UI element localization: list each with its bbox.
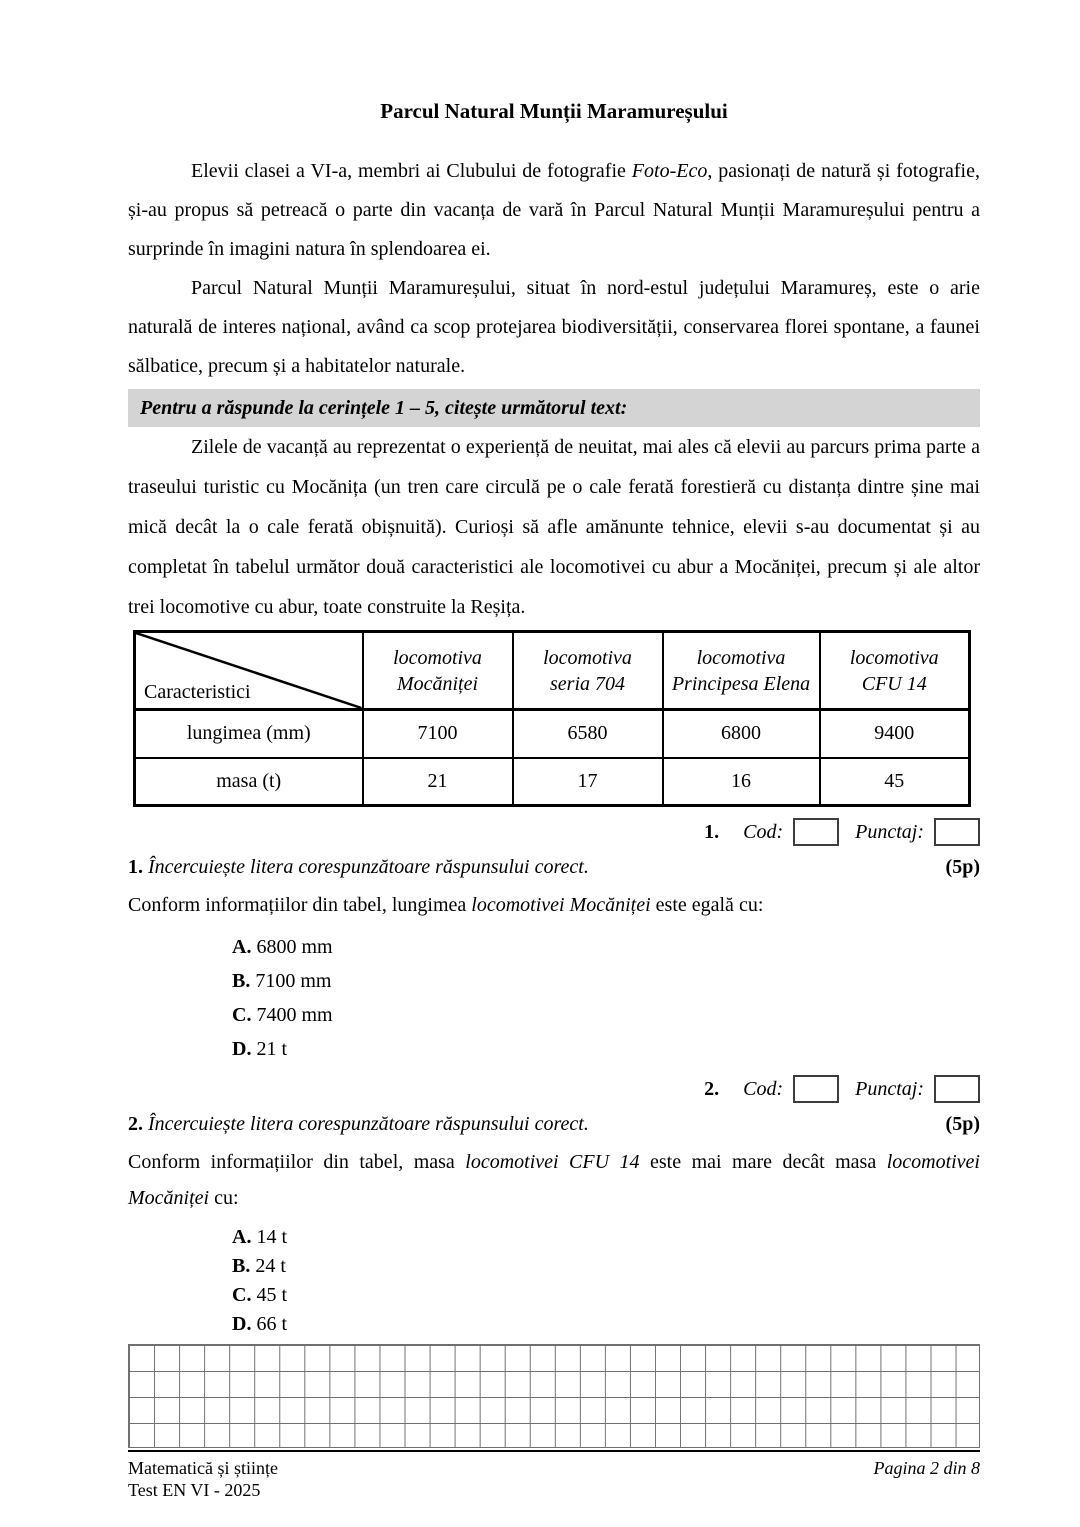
footer-test-name: Test EN VI - 2025 — [128, 1480, 261, 1500]
intro-paragraph-2: Parcul Natural Munții Maramureșului, situat în nord-estul județului Maramureș, este o arie naturală de interes național, având ca scop protejarea biodiversității, conservarea florei spontane, a faunei sălbatice, precum și a habitatelor naturale. — [128, 277, 980, 377]
question-1-options — [128, 930, 980, 1066]
cell-value: 9400 — [820, 710, 970, 758]
column-header-principesa-elena: locomotiva Principesa Elena — [663, 632, 820, 710]
question-1-header — [128, 854, 980, 881]
question-2-stem: Conform informațiilor din tabel, masa locomotivei CFU 14 este mai mare decât masa locomotivei Mocăniței cu: — [128, 1151, 980, 1209]
question-1-points: (5p) — [945, 856, 980, 878]
punctaj-label: Punctaj: — [855, 820, 924, 843]
question-2-prompt: Încercuiește litera corespunzătoare răspunsului corect. — [148, 1113, 589, 1135]
instruction-banner: Pentru a răspunde la cerințele 1 – 5, citește următorul text: — [128, 389, 980, 427]
option-row-b: B. 7100 mm — [232, 970, 332, 992]
option-row-b: B. 24 t — [232, 1255, 286, 1277]
question-1-number: 1. — [128, 856, 143, 878]
option-text: 24 t — [255, 1255, 286, 1277]
page-title: Parcul Natural Munții Maramureșului — [380, 99, 728, 123]
question-1-prompt: Încercuiește litera corespunzătoare răspunsului corect. — [148, 856, 589, 878]
score-question-number: 1. — [704, 820, 720, 843]
column-header-mocanita: locomotiva Mocăniței — [363, 632, 513, 710]
option-text: 66 t — [256, 1313, 288, 1335]
option-text: 7100 mm — [255, 970, 332, 992]
punctaj-box — [934, 1075, 980, 1103]
option-text: 6800 mm — [256, 936, 333, 958]
option-row-c: C. 45 t — [232, 1284, 288, 1306]
option-row-c: C. 7400 mm — [232, 1004, 333, 1026]
cell-value: 16 — [663, 758, 820, 806]
footer-subject-block — [128, 1457, 278, 1501]
cod-box — [793, 1075, 839, 1103]
score-question-number: 2. — [704, 1077, 720, 1100]
row-label-masa: masa (t) — [135, 758, 363, 806]
option-text: 21 t — [256, 1038, 288, 1060]
punctaj-box — [934, 818, 980, 846]
question-2-options — [128, 1223, 980, 1339]
table-row-lungimea — [135, 710, 970, 758]
score-row-2 — [128, 1074, 980, 1104]
cod-label: Cod: — [743, 1077, 784, 1100]
cell-value: 17 — [513, 758, 663, 806]
column-header-cfu-14: locomotiva CFU 14 — [820, 632, 970, 710]
page-footer — [128, 1452, 980, 1501]
cell-value: 45 — [820, 758, 970, 806]
punctaj-label: Punctaj: — [855, 1077, 924, 1100]
option-text: 45 t — [256, 1284, 288, 1306]
question-1-stem: Conform informațiilor din tabel, lungimea locomotivei Mocăniței este egală cu: — [128, 894, 764, 916]
table-row-masa — [135, 758, 970, 806]
characteristics-table — [133, 630, 971, 807]
answer-grid — [128, 1344, 980, 1448]
reading-text: Zilele de vacanță au reprezentat o experiență de neuitat, mai ales că elevii au parcurs prima parte a traseului turistic cu Mocănița (un tren care circulă pe o cale ferată forestieră cu distanța dintre șine mai mică decât la o cale ferată obișnuită). Curioși să afle amănunte tehnice, elevii s-au documentat și au completat în tabelul următor două caracteristici ale locomotivei cu abur a Mocăniței, precum și ale altor trei locomotive cu abur, toate construite la Reșița. — [128, 436, 980, 618]
club-name-italic: Foto-Eco — [631, 160, 708, 182]
option-text: 7400 mm — [256, 1004, 333, 1026]
option-row-d: D. 66 t — [232, 1313, 288, 1335]
option-row-a: A. 6800 mm — [232, 936, 333, 958]
intro-paragraph-1: Elevii clasei a VI-a, membri ai Clubului de fotografie Foto-Eco, pasionați de natură și fotografie, și-au propus să petreacă o parte din vacanța de vară în Parcul Natural Munții Maramureșului pentru a surprinde în imagini natura în splendoarea ei. — [128, 160, 980, 260]
footer-page-number: Pagina 2 din 8 — [873, 1458, 980, 1478]
question-2-points: (5p) — [945, 1113, 980, 1135]
option-row-a: A. 14 t — [232, 1226, 288, 1248]
column-header-seria-704: locomotiva seria 704 — [513, 632, 663, 710]
question-2-number: 2. — [128, 1113, 143, 1135]
score-row-1 — [128, 817, 980, 847]
table-corner-cell — [135, 632, 363, 710]
cod-box — [793, 818, 839, 846]
cell-value: 21 — [363, 758, 513, 806]
question-2-header — [128, 1111, 980, 1138]
option-text: 14 t — [256, 1226, 288, 1248]
cell-value: 7100 — [363, 710, 513, 758]
cell-value: 6580 — [513, 710, 663, 758]
cell-value: 6800 — [663, 710, 820, 758]
cod-label: Cod: — [743, 820, 784, 843]
corner-label: Caracteristici — [144, 681, 251, 703]
option-row-d: D. 21 t — [232, 1038, 288, 1060]
row-label-lungimea: lungimea (mm) — [135, 710, 363, 758]
footer-subject: Matematică și științe — [128, 1458, 278, 1478]
